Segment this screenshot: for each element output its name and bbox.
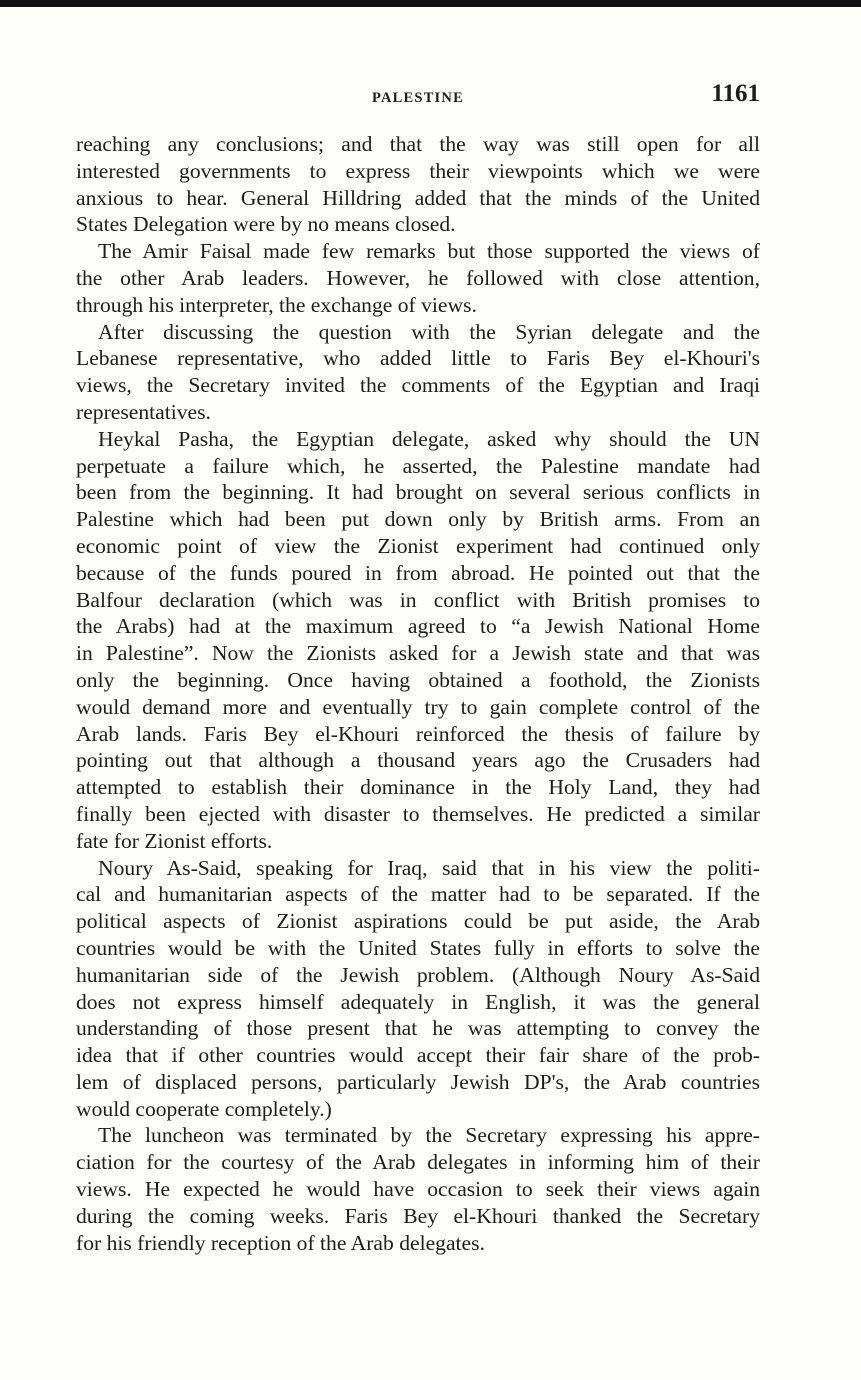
- text-line: The Amir Faisal made few remarks but those supported the views of: [98, 239, 760, 264]
- text-line: attempted to establish their dominance in the Holy Land, they had: [76, 775, 760, 800]
- text-line: interested governments to express their viewpoints which we were: [76, 158, 760, 183]
- text-line: Noury As-Said, speaking for Iraq, said that in his view the politi-: [98, 855, 760, 880]
- text-line: idea that if other countries would accept their fair share of the prob-: [76, 1043, 760, 1068]
- text-line: After discussing the question with the Syrian delegate and the: [98, 319, 760, 344]
- text-line: countries would be with the United States fully in efforts to solve the: [76, 935, 760, 960]
- text-line: understanding of those present that he was attempting to convey the: [76, 1016, 760, 1041]
- running-head: PALESTINE: [372, 90, 464, 106]
- page-header: [76, 80, 760, 114]
- paragraph: [76, 131, 760, 238]
- text-line: cal and humanitarian aspects of the matter had to be separated. If the: [76, 882, 760, 907]
- text-line: during the coming weeks. Faris Bey el-Khouri thanked the Secretary: [76, 1203, 760, 1228]
- paragraph: [76, 855, 760, 1123]
- text-line: ciation for the courtesy of the Arab delegates in informing him of their: [76, 1150, 760, 1175]
- text-line: been from the beginning. It had brought on several serious conflicts in: [76, 480, 760, 505]
- text-line: Heykal Pasha, the Egyptian delegate, asked why should the UN: [98, 426, 760, 451]
- text-line: political aspects of Zionist aspirations could be put aside, the Arab: [76, 909, 760, 934]
- text-line: Lebanese representative, who added little to Faris Bey el-Khouri's: [76, 346, 760, 371]
- text-line: the Arabs) had at the maximum agreed to “a Jewish National Home: [76, 614, 760, 639]
- text-line: does not express himself adequately in English, it was the general: [76, 989, 760, 1014]
- text-line: anxious to hear. General Hilldring added that the minds of the United: [76, 185, 760, 210]
- paragraph: [76, 238, 760, 318]
- text-line: Balfour declaration (which was in conflict with British promises to: [76, 587, 760, 612]
- paragraph: [76, 319, 760, 426]
- text-line: humanitarian side of the Jewish problem. (Although Noury As-Said: [76, 962, 760, 987]
- text-line: would cooperate completely.): [76, 1096, 332, 1121]
- text-line: in Palestine”. Now the Zionists asked for a Jewish state and that was: [76, 641, 760, 666]
- text-line: for his friendly reception of the Arab delegates.: [76, 1230, 485, 1255]
- paragraph: [76, 426, 760, 855]
- text-line: views. He expected he would have occasion to seek their views again: [76, 1177, 760, 1202]
- text-line: lem of displaced persons, particularly Jewish DP's, the Arab countries: [76, 1069, 760, 1094]
- text-line: reaching any conclusions; and that the way was still open for all: [76, 132, 760, 156]
- text-line: economic point of view the Zionist experiment had continued only: [76, 533, 760, 558]
- text-line: only the beginning. Once having obtained a foothold, the Zionists: [76, 667, 760, 692]
- text-line: finally been ejected with disaster to themselves. He predicted a similar: [76, 801, 760, 826]
- text-line: Palestine which had been put down only by British arms. From an: [76, 507, 760, 532]
- text-line: pointing out that although a thousand years ago the Crusaders had: [76, 748, 760, 773]
- page-number: 1161: [711, 80, 760, 107]
- text-line: fate for Zionist efforts.: [76, 828, 273, 853]
- text-line: views, the Secretary invited the comments of the Egyptian and Iraqi: [76, 373, 760, 398]
- text-line: would demand more and eventually try to gain complete control of the: [76, 694, 760, 719]
- text-line: representatives.: [76, 399, 211, 424]
- text-line: the other Arab leaders. However, he followed with close attention,: [76, 265, 760, 290]
- text-line: perpetuate a failure which, he asserted, the Palestine mandate had: [76, 453, 760, 478]
- top-border-rule: [0, 0, 861, 7]
- paragraph: [76, 1122, 760, 1256]
- text-line: Arab lands. Faris Bey el-Khouri reinforced the thesis of failure by: [76, 721, 760, 746]
- text-line: through his interpreter, the exchange of views.: [76, 292, 477, 317]
- text-line: The luncheon was terminated by the Secretary expressing his appre-: [98, 1123, 760, 1148]
- text-line: because of the funds poured in from abroad. He pointed out that the: [76, 560, 760, 585]
- text-line: States Delegation were by no means closed.: [76, 212, 456, 237]
- body-text: [76, 131, 760, 1256]
